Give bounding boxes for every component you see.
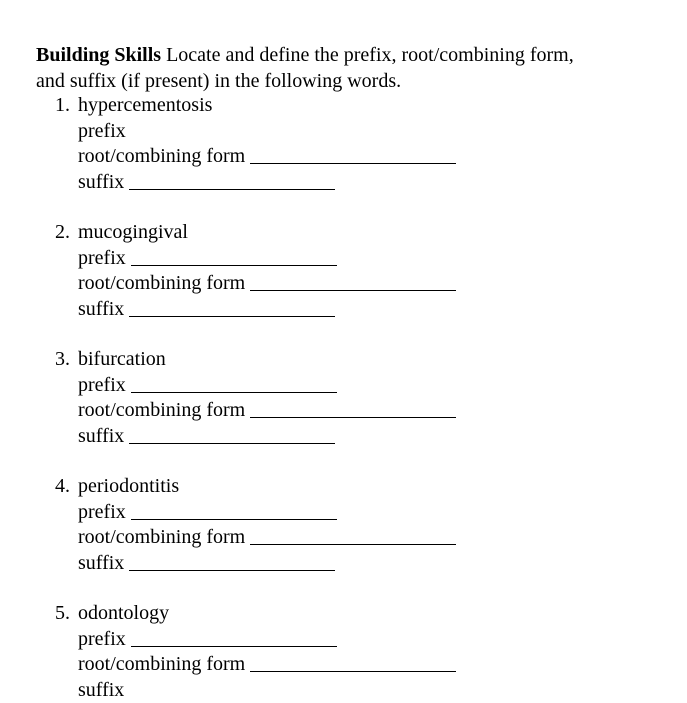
intro-paragraph xyxy=(36,42,596,94)
prefix-label: prefix xyxy=(78,374,126,396)
exercise-item-5 xyxy=(55,601,456,703)
section-title: Building Skills xyxy=(36,44,161,66)
suffix-line xyxy=(55,297,456,323)
suffix-label: suffix xyxy=(78,552,124,574)
root-line xyxy=(55,271,456,297)
exercise-word-line xyxy=(55,474,456,500)
root-answer-blank[interactable] xyxy=(250,671,456,672)
suffix-label: suffix xyxy=(78,171,124,193)
prefix-line xyxy=(55,246,456,272)
prefix-label: prefix xyxy=(78,501,126,523)
term-word: odontology xyxy=(78,602,169,624)
instruction-text: Locate and define the prefix, root/combining form, and suffix (if present) in the following words. xyxy=(36,44,574,92)
suffix-line xyxy=(55,424,456,450)
suffix-line xyxy=(55,170,456,196)
prefix-answer-blank[interactable] xyxy=(131,519,337,520)
prefix-answer-blank[interactable] xyxy=(131,392,337,393)
root-line xyxy=(55,144,456,170)
root-answer-blank[interactable] xyxy=(250,544,456,545)
root-answer-blank[interactable] xyxy=(250,290,456,291)
prefix-answer-blank[interactable] xyxy=(131,646,337,647)
prefix-label: prefix xyxy=(78,247,126,269)
root-label: root/combining form xyxy=(78,526,245,548)
root-line xyxy=(55,525,456,551)
item-number: 5. xyxy=(55,601,78,627)
suffix-answer-blank[interactable] xyxy=(129,570,335,571)
exercise-item-1 xyxy=(55,93,456,195)
term-word: hypercementosis xyxy=(78,94,212,116)
term-word: bifurcation xyxy=(78,348,166,370)
suffix-label: suffix xyxy=(78,679,124,701)
root-label: root/combining form xyxy=(78,399,245,421)
exercise-item-4 xyxy=(55,474,456,576)
exercise-word-line xyxy=(55,347,456,373)
exercise-word-line xyxy=(55,93,456,119)
term-word: periodontitis xyxy=(78,475,179,497)
exercise-item-2 xyxy=(55,220,456,322)
suffix-label: suffix xyxy=(78,425,124,447)
suffix-line xyxy=(55,678,456,703)
prefix-line xyxy=(55,627,456,653)
root-label: root/combining form xyxy=(78,145,245,167)
prefix-line xyxy=(55,373,456,399)
suffix-label: suffix xyxy=(78,298,124,320)
suffix-answer-blank[interactable] xyxy=(129,443,335,444)
root-answer-blank[interactable] xyxy=(250,163,456,164)
suffix-line xyxy=(55,551,456,577)
item-number: 2. xyxy=(55,220,78,246)
item-number: 4. xyxy=(55,474,78,500)
item-number: 1. xyxy=(55,93,78,119)
exercise-word-line xyxy=(55,601,456,627)
prefix-label: prefix xyxy=(78,628,126,650)
root-label: root/combining form xyxy=(78,653,245,675)
prefix-line xyxy=(55,500,456,526)
exercise-item-3 xyxy=(55,347,456,449)
root-line xyxy=(55,398,456,424)
item-number: 3. xyxy=(55,347,78,373)
suffix-answer-blank[interactable] xyxy=(129,316,335,317)
suffix-answer-blank[interactable] xyxy=(129,189,335,190)
term-word: mucogingival xyxy=(78,221,188,243)
prefix-label: prefix xyxy=(78,120,126,142)
prefix-answer-blank[interactable] xyxy=(131,265,337,266)
exercise-word-line xyxy=(55,220,456,246)
root-line xyxy=(55,652,456,678)
root-label: root/combining form xyxy=(78,272,245,294)
root-answer-blank[interactable] xyxy=(250,417,456,418)
prefix-line xyxy=(55,119,456,145)
